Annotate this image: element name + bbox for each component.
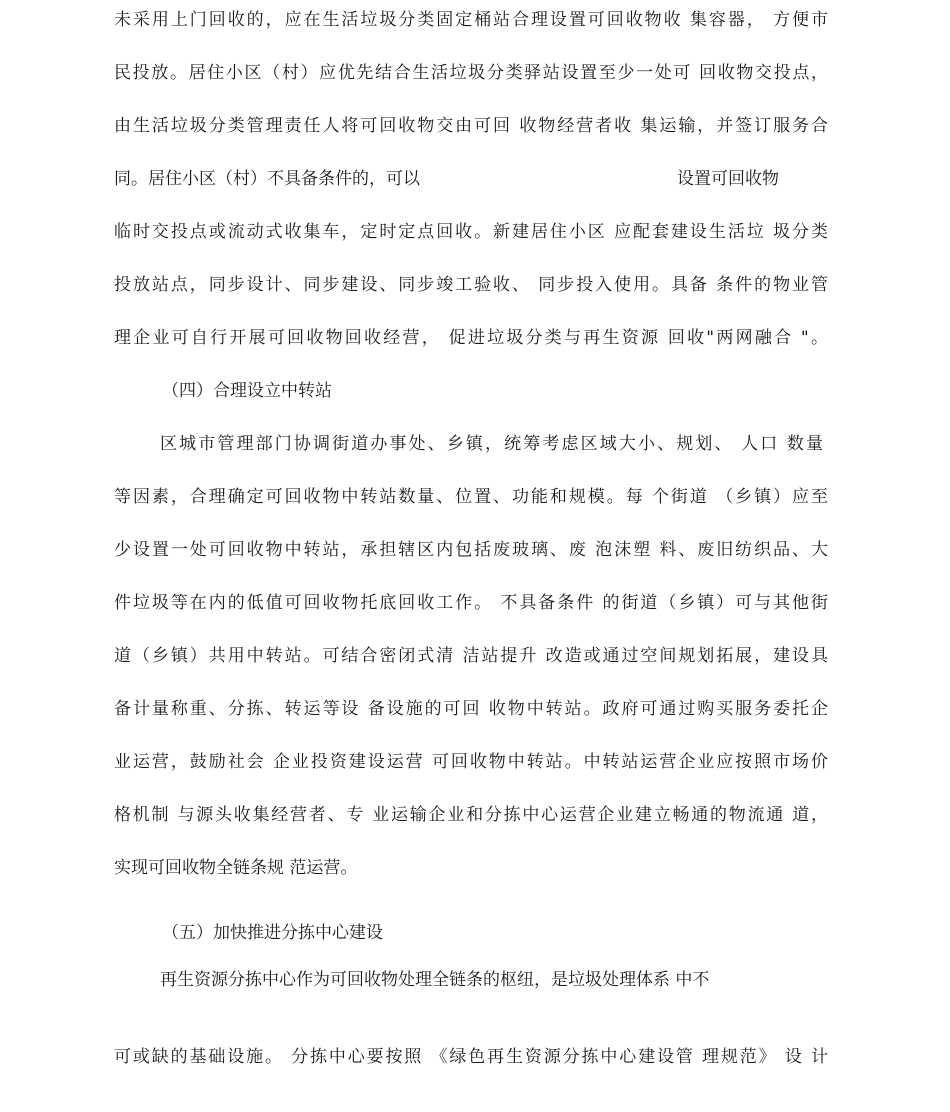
body-text-line: 备计量称重、分拣、转运等设 备设施的可回 收物中转站。政府可通过购买服务委托企 [114, 699, 828, 719]
body-text-line: 未采用上门回收的，应在生活垃圾分类固定桶站合理设置可回收物收 集容器， 方便市 [114, 10, 828, 30]
section-heading: （五）加快推进分拣中心建设 [162, 923, 383, 943]
body-text-line: 区城市管理部门协调街道办事处、乡镇，统筹考虑区域大小、规划、 人口 数量 [160, 434, 823, 454]
body-text-line: 可或缺的基础设施。 分拣中心要按照 《绿色再生资源分拣中心建设管 理规范》 设 计 [114, 1047, 828, 1067]
body-text-line: 由生活垃圾分类管理责任人将可回收物交由可回 收物经营者收 集运输，并签订服务合 [114, 116, 828, 136]
body-text-line: 民投放。居住小区（村）应优先结合生活垃圾分类驿站设置至少一处可 回收物交投点， [114, 63, 828, 83]
body-text-line: 实现可回收物全链条规 范运营。 [114, 858, 358, 878]
body-text-line: 再生资源分拣中心作为可回收物处理全链条的枢纽，是垃圾处理体系 中不 [160, 970, 710, 990]
body-text-line: 道（乡镇）共用中转站。可结合密闭式清 洁站提升 改造或通过空间规划拓展，建设具 [114, 646, 828, 666]
body-text-line: 少设置一处可回收物中转站，承担辖区内包括废玻璃、废 泡沫塑 料、废旧纺织品、大 [114, 540, 828, 560]
body-text-line: 理企业可自行开展可回收物回收经营， 促进垃圾分类与再生资源 回收"两网融合 "。 [114, 328, 828, 348]
body-text-line: 投放站点，同步设计、同步建设、同步竣工验收、 同步投入使用。具备 条件的物业管 [114, 275, 828, 295]
body-text-line: 件垃圾等在内的低值可回收物托底回收工作。 不具备条件 的街道（乡镇）可与其他街 [114, 593, 828, 613]
section-heading: （四）合理设立中转站 [162, 381, 332, 401]
body-text-line: 临时交投点或流动式收集车，定时定点回收。新建居住小区 应配套建设生活垃 圾分类 [114, 222, 828, 242]
body-text-line: 业运营，鼓励社会 企业投资建设运营 可回收物中转站。中转站运营企业应按照市场价 [114, 752, 828, 772]
body-text-line: 设置可回收物 [677, 169, 779, 189]
body-text-line: 等因素，合理确定可回收物中转站数量、位置、功能和规模。每 个街道 （乡镇）应至 [114, 487, 828, 507]
body-text-line: 同。居住小区（村）不具备条件的，可以 [114, 169, 420, 189]
body-text-line: 格机制 与源头收集经营者、专 业运输企业和分拣中心运营企业建立畅通的物流通 道， [114, 805, 828, 825]
